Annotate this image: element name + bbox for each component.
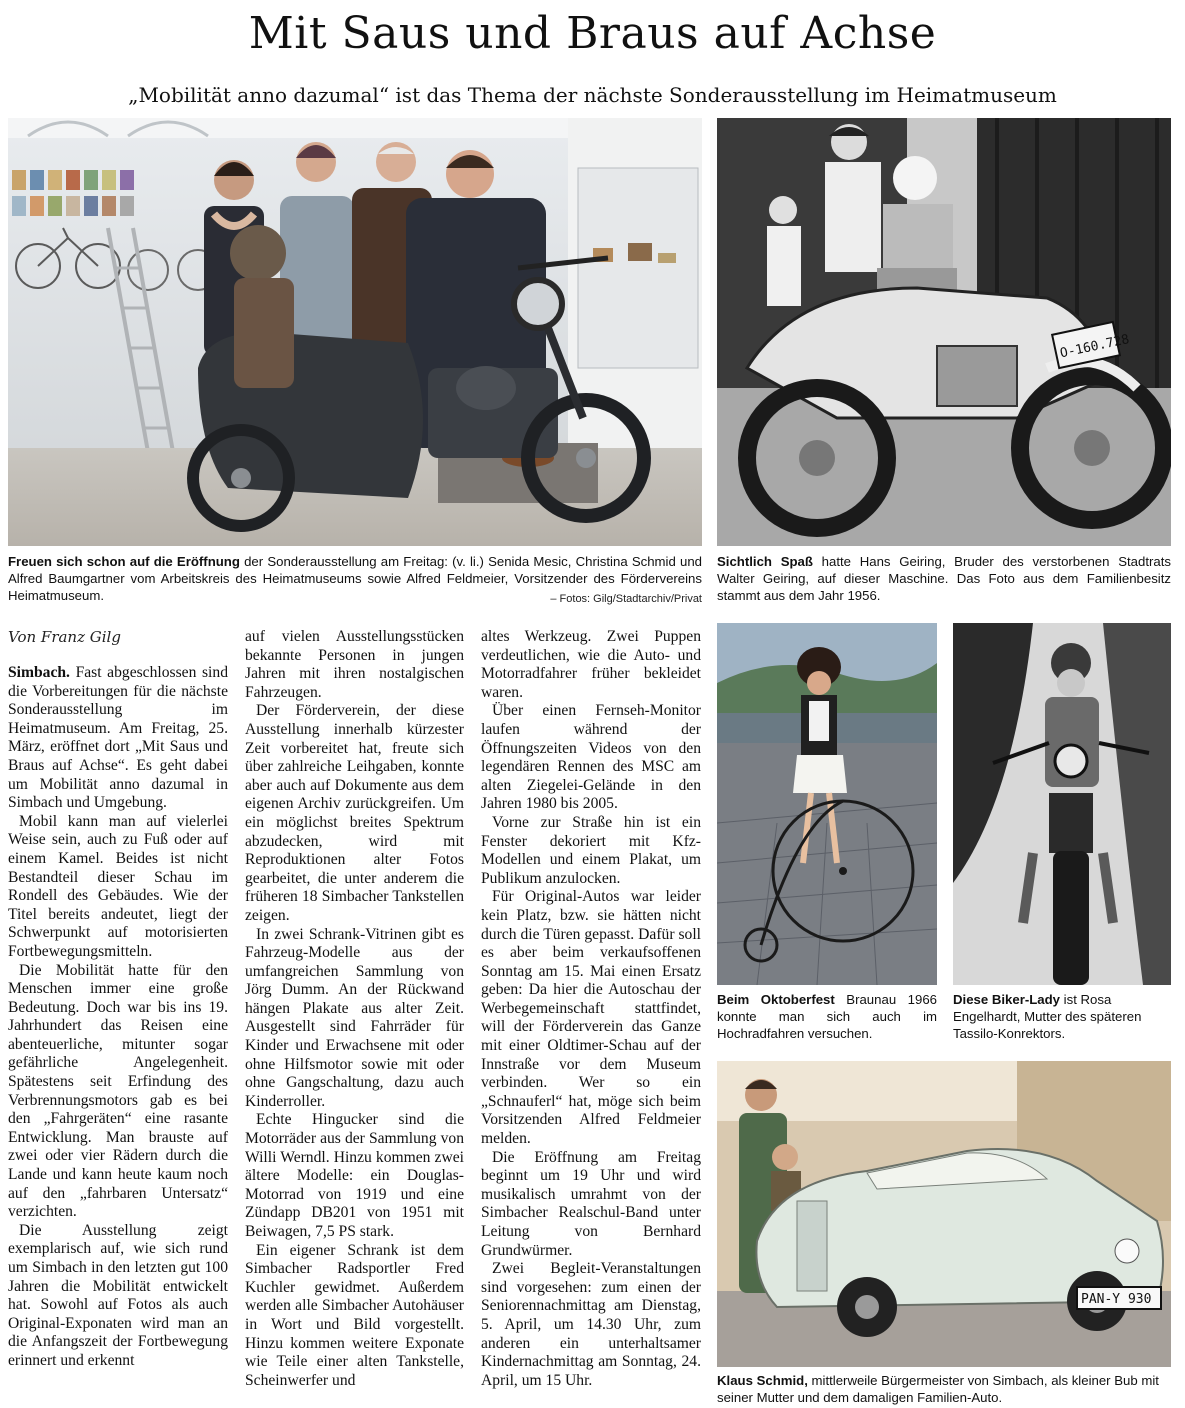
caption-lead: Klaus Schmid, bbox=[717, 1373, 808, 1388]
paragraph: Echte Hingucker sind die Motorräder aus der Sammlung von Willi Werndl. Hinzu kommen zwei ältere Modelle: ein Douglas-Motorrad von 1919 und eine Zündapp DB201 von 1951 mit Beiwagen, 7,5 PS stark. bbox=[245, 1111, 464, 1240]
article-column-2 bbox=[245, 628, 464, 1390]
paragraph bbox=[8, 664, 228, 813]
paragraph: Über einen Fernseh-Monitor laufen während der Öffnungszeiten Videos von den legendären Rennen des MSC am alten Ziegelei-Gelände in den Jahren 1980 bis 2005. bbox=[481, 702, 701, 813]
paragraph: Die Ausstellung zeigt exemplarisch auf, wie sich rund um Simbach in den letzten gut 100 Jahren die Mobilität entwickelt hat. Sowohl auf Fotos als auch Original-Exponaten wird man an die Anfangszeit der Fortbewegung erinnert und erkennt bbox=[8, 1221, 228, 1369]
paragraph-text: Fast abgeschlossen sind die Vorbereitungen für die nächste Sonderausstellung im Heimatmuseum. Am Freitag, 25. März, eröffnet dort „Mit Saus und Braus auf Achse“. Es geht dabei um Mobilität anno dazumal in Simbach und Umgebung. bbox=[8, 664, 228, 812]
caption-lead: Beim Oktoberfest bbox=[717, 992, 835, 1007]
biker-lady-caption bbox=[953, 991, 1171, 1042]
car-photo bbox=[717, 1061, 1171, 1367]
paragraph: Vorne zur Straße hin ist ein Fenster dekoriert mit Kfz-Modellen und einem Plakat, um Publikum anzulocken. bbox=[481, 813, 701, 887]
oktoberfest-photo bbox=[717, 623, 937, 985]
caption-lead: Freuen sich schon auf die Eröffnung bbox=[8, 554, 240, 569]
subheadline: „Mobilität anno dazumal“ ist das Thema der nächste Sonderausstellung im Heimatmuseum bbox=[128, 83, 1057, 107]
headline: Mit Saus und Braus auf Achse bbox=[248, 8, 937, 59]
paragraph: Mobil kann man auf vielerlei Weise sein, auch zu Fuß oder auf einem Kamel. Beides ist nicht Bestandteil dieser Schau im Rondell des Gebäudes. Wie der Titel bereits andeutet, liegt der Schwerpunkt auf motorisierten Fortbewegungsmitteln. bbox=[8, 812, 228, 960]
biker-lady-photo bbox=[953, 623, 1171, 985]
paragraph: Der Förderverein, der diese Ausstellung innerhalb kürzester Zeit vorbereitet hat, freute sich über zahlreiche Leihgaben, konnte aber auch auf Dokumente aus dem eigenen Archiv zurückgreifen. Um ein möglichst breites Spektrum abzudecken, wird mit Reproduktionen alter Fotos gearbeitet, die unter anderem die früheren 18 Simbacher Tankstellen zeigen. bbox=[245, 702, 464, 924]
oktoberfest-caption bbox=[717, 991, 937, 1042]
paragraph: In zwei Schrank-Vitrinen gibt es Fahrzeug-Modelle aus der umfangreichen Sammlung von Jörg Dumm. An der Rückwand hängen Plakate aus alter Zeit. Ausgestellt sind Fahrräder für Kinder und Erwachsene mit oder ohne Hilfsmotor sowie mit oder ohne Gangschaltung, dazu auch Kinderroller. bbox=[245, 925, 464, 1110]
caption-text: ist Rosa Engelhardt, Mutter des späteren Tassilo-Konrektors. bbox=[953, 992, 1142, 1041]
main-photo-exhibition bbox=[8, 118, 702, 546]
paragraph: Für Original-Autos war leider kein Platz, bzw. sie hätten nicht durch die Türen gepasst. Dafür soll es aber beim verkaufsoffenen Sonntag am 15. Mai einen Ersatz geben: Da hier die Autoschau der Werbegemeinschaft stattfindet, will der Förderverein das Ganze mit einer Oldtimer-Schau auf der Innstraße vor dem Museum verbinden. Wer so ein „Schnauferl“ hat, möge sich beim Vorsitzenden Alfred Feldmeier melden. bbox=[481, 888, 701, 1148]
car-plate-text: PAN-Y 930 bbox=[1081, 1292, 1152, 1307]
bw-motorbike-photo bbox=[717, 118, 1171, 546]
car-caption bbox=[717, 1372, 1171, 1406]
paragraph: Zwei Begleit-Veranstaltungen sind vorgesehen: zum einen der Seniorennachmittag am Dienstag, 5. April, um 14.30 Uhr, zum anderen ein unterhaltsamer Kindernachmittag am Sonntag, 24. April, um 15 Uhr. bbox=[481, 1260, 701, 1389]
paragraph: altes Werkzeug. Zwei Puppen verdeutlichen, wie die Auto- und Motorradfahrer früher bekleidet waren. bbox=[481, 628, 701, 701]
caption-lead: Diese Biker-Lady bbox=[953, 992, 1061, 1007]
photo-credit: – Fotos: Gilg/Stadtarchiv/Privat bbox=[550, 593, 702, 605]
bw-plate-text: O-160.728 bbox=[1058, 332, 1131, 362]
dateline: Simbach. bbox=[8, 664, 70, 681]
paragraph: auf vielen Ausstellungsstücken bekannte Personen in jungen Jahren mit ihren nostalgischen Fahrzeugen. bbox=[245, 628, 464, 701]
caption-text: mittlerweile Bürgermeister von Simbach, als kleiner Bub mit seiner Mutter und dem damaligen Familien-Auto. bbox=[717, 1373, 1159, 1405]
paragraph: Die Mobilität hatte für den Menschen immer eine große Bedeutung. Doch war bis ins 19. Jahrhundert das Reisen eine abenteuerliche, mitunter sogar gefährliche Angelegenheit. Spätestens seit Erfindung des Verbrennungsmotors gab es bei den „Fahrgeräten“ eine rasante Entwicklung. Man brauste auf zwei oder vier Rädern durch die Lande und kann heute kaum noch auf den „fahrbaren Untersatz“ verzichten. bbox=[8, 961, 228, 1221]
caption-text: Braunau 1966 konnte man sich auch im Hochradfahren versuchen. bbox=[717, 992, 937, 1041]
caption-text: hatte Hans Geiring, Bruder des verstorbenen Stadtrats Walter Geiring, auf dieser Maschine. Das Foto aus dem Familienbesitz stammt aus dem Jahr 1956. bbox=[717, 554, 1171, 603]
paragraph: Ein eigener Schrank ist dem Simbacher Radsportler Fred Kuchler gewidmet. Außerdem werden alle Simbacher Autohäuser in Wort und Bild vorgestellt. Hinzu kommen weitere Exponate wie Teile einer alten Tankstelle, Scheinwerfer und bbox=[245, 1241, 464, 1389]
byline: Von Franz Gilg bbox=[8, 628, 121, 646]
caption-lead: Sichtlich Spaß bbox=[717, 554, 813, 569]
paragraph: Die Eröffnung am Freitag beginnt um 19 Uhr und wird musikalisch umrahmt von der Simbacher Realschul-Band unter Leitung von Bernhard Grundwürmer. bbox=[481, 1148, 701, 1259]
bw-motorbike-caption bbox=[717, 553, 1171, 604]
caption-text: der Sonderausstellung am Freitag: (v. li.) Senida Mesic, Christina Schmid und Alfred Baumgartner vom Arbeitskreis des Heimatmuseums sowie Alfred Feldmeier, Vorsitzender des Fördervereins Heimatmuseum. bbox=[8, 554, 702, 603]
article-column-1 bbox=[8, 664, 228, 1371]
article-column-3 bbox=[481, 628, 701, 1390]
